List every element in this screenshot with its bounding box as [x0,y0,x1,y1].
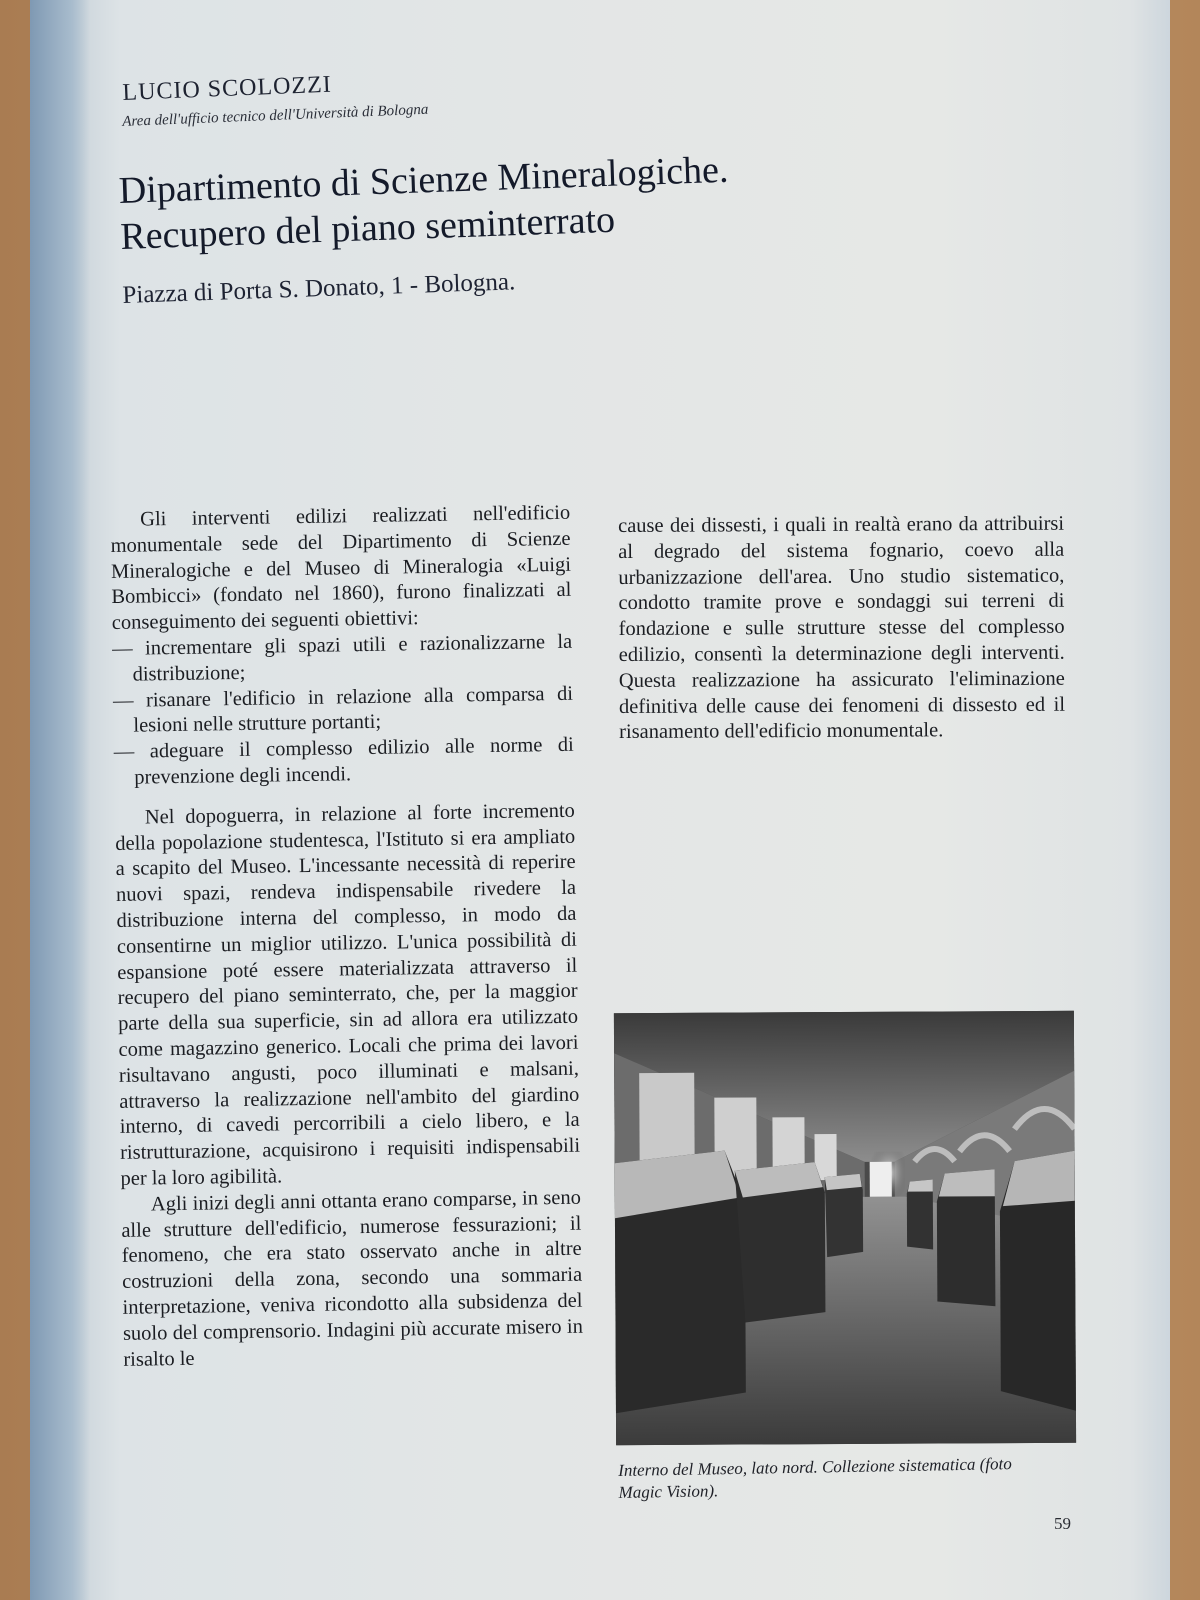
figure-caption: Interno del Museo, lato nord. Collezione sistematica (foto Magic Vision). [618,1454,1012,1502]
book-spine-shadow [30,0,90,1600]
right-text-column [618,512,1065,747]
objective-item-3: — adeguare il complesso edilizio alle norme di prevenzione degli incendi. [113,733,574,789]
author-name: LUCIO SCOLOZZI [122,71,333,106]
eighties-paragraph: Agli inizi degli anni ottanta erano comparse, in seno alle strutture dell'edificio, numerose fessurazioni; il fenomeno, che era stato osservato anche in altre costruzioni della zona, secondo una sommaria interpretazione, veniva ricondotto alla subsidenza del suolo del comprensorio. Indagini più accurate misero in risalto le [121,1186,584,1371]
continuation-paragraph: cause dei dissesti, i quali in realtà erano da attribuirsi al degrado del sistema fognario, coevo alla urbanizzazione dell'area. Uno studio sistematico, condotto tramite prove e sondaggi sui terreni di fondazione e sulle strutture stesse del complesso edilizio, consentì la determinazione degli interventi. Questa realizzazione ha assicurato l'eliminazione definitiva delle cause dei fenomeni di dissesto ed il risanamento dell'edificio monumentale. [618,512,1066,744]
objective-item-2: — risanare l'edificio in relazione alla comparsa di lesioni nelle strutture portanti; [112,682,574,738]
left-text-column [110,501,584,1373]
book-page [30,0,1170,1600]
postwar-paragraph: Nel dopoguerra, in relazione al forte incremento della popolazione studentesca, l'Istituto si era ampliato a scapito del Museo. L'incessante necessità di reperire nuovi spazi, rendeva indispensabile rivedere la distribuzione interna del complesso, in modo da consentirne un miglior utilizzo. L'unica possibilità di espansione poté essere materializzata attraverso il recupero del piano seminterrato, che, per la maggior parte della sua superficie, sin ad allora era utilizzato come magazzino generico. Locali che prima dei lavori risultavano angusti, poco illuminati e malsani, attraverso la realizzazione nell'ambito del giardino interno, di cavedi percorribili a cielo libero, e la ristrutturazione, acquisirono i requisiti indispensabili per la loro agibilità. [115,799,581,1190]
article-title [118,141,881,259]
page-number: 59 [1054,1514,1071,1533]
author-affiliation: Area dell'ufficio tecnico dell'Università di Bologna [122,101,429,130]
objective-item-1: — incrementare gli spazi utili e razionalizzarne la distribuzione; [112,630,573,686]
museum-hall-illustration [614,1011,1076,1445]
museum-interior-photo [614,1011,1076,1445]
intro-paragraph: Gli interventi edilizi realizzati nell'edificio monumentale sede del Dipartimento di Scienze Mineralogiche e del Museo di Mineralogia «Luigi Bombicci» (fondato nel 1860), furono finalizzati al conseguimento dei seguenti obiettivi: [110,501,572,635]
article-title-line-1: Dipartimento di Scienze Mineralogiche. [118,148,730,212]
article-title-line-2: Recupero del piano seminterrato [119,198,616,258]
article-address: Piazza di Porta S. Donato, 1 - Bologna. [122,268,516,309]
